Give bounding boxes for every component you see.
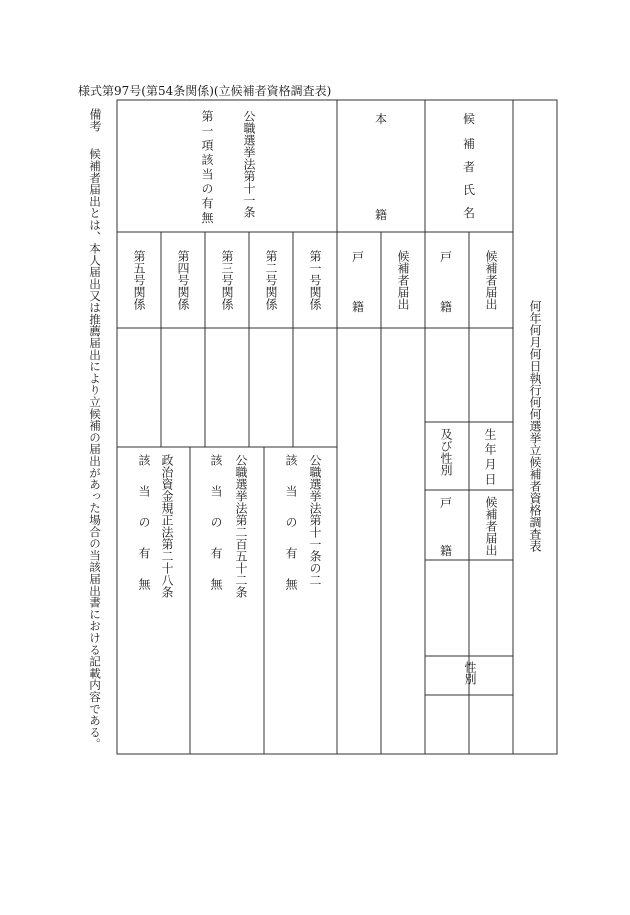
item2-label: 第二号関係: [264, 250, 278, 310]
item5-label: 第五号関係: [132, 250, 146, 310]
form-title: 様式第97号(第54条関係)(立候補者資格調査表): [78, 84, 332, 98]
gender-label: 性別: [463, 661, 477, 685]
candidate-name-char-2: 補: [463, 137, 476, 151]
art11-law-label: 公職選挙法第十一条: [242, 110, 256, 218]
honseki-filing-label: 候補者届出: [396, 250, 410, 310]
candidate-name-char-1: 候: [463, 112, 476, 126]
item1-label: 第一号関係: [308, 250, 322, 310]
candidate-name-char-4: 氏: [463, 183, 476, 197]
political-funds-law: 政治資金規正法第二十八条: [160, 454, 174, 598]
art252-check: 該当の有無: [209, 454, 223, 609]
art11-2-law: 公職選挙法第十一条の二: [308, 454, 322, 586]
candidate2-koseki-seki: 籍: [440, 544, 453, 558]
birth-label-b: 生年月日: [483, 428, 497, 488]
art11-2-check: 該当の有無: [284, 454, 298, 609]
candidate-koseki-to: 戸: [440, 250, 453, 264]
candidate-name-char-3: 者: [463, 160, 476, 174]
note-heading: 備考: [88, 108, 102, 132]
candidate-name-char-5: 名: [463, 206, 476, 220]
item4-label: 第四号関係: [176, 250, 190, 310]
candidate2-koseki-to: 戸: [440, 496, 453, 510]
note-body: 候補者届出とは、本人届出又は推薦届出により立候補の届出があった場合の当該届出書における記載内容である。: [88, 148, 102, 750]
table-title: 何年何月何日執行何何選挙立候補者資格調査表: [528, 300, 542, 552]
art252-law: 公職選挙法第二百五十二条: [234, 454, 248, 598]
candidate-koseki-seki: 籍: [440, 300, 453, 314]
item3-label: 第三号関係: [220, 250, 234, 310]
political-funds-check: 該当の有無: [137, 454, 151, 609]
honseki-koseki-seki: 籍: [352, 300, 365, 314]
birth-label-a: 及び性別: [439, 428, 453, 476]
honseki-koseki-to: 戸: [352, 250, 365, 264]
candidate-filing-label: 候補者届出: [484, 250, 498, 310]
art11-item1-label: 第一項該当の有無: [200, 110, 214, 226]
candidate2-filing-label: 候補者届出: [484, 496, 498, 556]
honseki-top-char: 本: [375, 112, 388, 126]
honseki-bottom-char: 籍: [375, 208, 388, 222]
